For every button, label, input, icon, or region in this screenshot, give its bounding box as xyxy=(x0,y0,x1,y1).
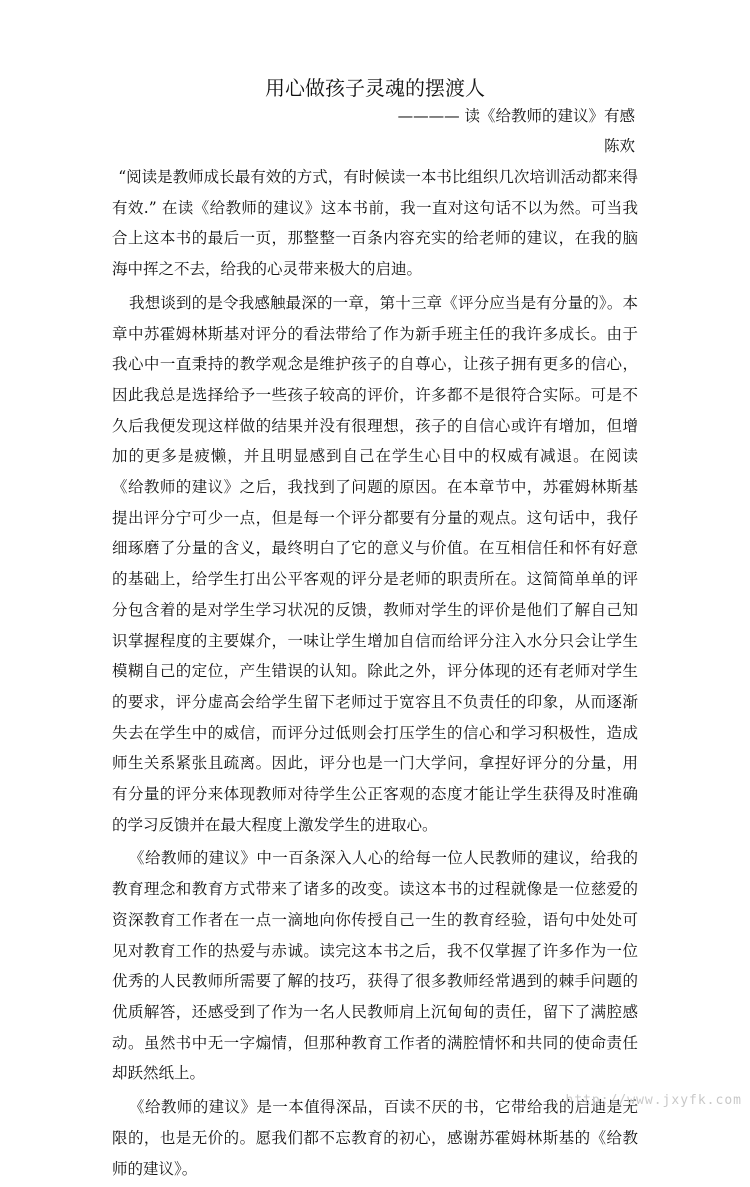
paragraph-3: 《给教师的建议》中一百条深入人心的给每一位人民教师的建议，给我的教育理念和教育方式带来了诸多的改变。读这本书的过程就像是一位慈爱的资深教育工作者在一点一滴地向你传授自己一生的教育经验，语句中处处可见对教育工作的热爱与赤诚。读完这本书之后，我不仅掌握了许多作为一位优秀的人民教师所需要了解的技巧，获得了很多教师经常遇到的棘手问题的优质解答，还感受到了作为一名人民教师肩上沉甸甸的责任，留下了满腔感动。虽然书中无一字煽情，但那种教育工作者的满腔情怀和共同的使命责任却跃然纸上。 xyxy=(112,849,638,1083)
site-watermark: http://www.jxyfk.com xyxy=(565,1093,742,1108)
paragraph-4: 《给教师的建议》是一本值得深品，百读不厌的书，它带给我的启迪是无限的，也是无价的。愿我们都不忘教育的初心，感谢苏霍姆林斯基的《给教师的建议》。 xyxy=(112,1098,638,1178)
paragraph-1: “阅读是教师成长最有效的方式，有时候读一本书比组织几次培训活动都来得有效.” 在读《给教师的建议》这本书前，我一直对这句话不以为然。可当我合上这本书的最后一页，那整整一百条内容充实的给老师的建议，在我的脑海中挥之不去，给我的心灵带来极大的启迪。 xyxy=(112,168,638,279)
document-title: 用心做孩子灵魂的摆渡人 xyxy=(265,76,485,100)
author-name: 陈欢 xyxy=(603,137,635,155)
paragraph-2: 我想谈到的是令我感触最深的一章，第十三章《评分应当是有分量的》。本章中苏霍姆林斯基对评分的看法带给了作为新手班主任的我许多成长。由于我心中一直秉持的教学观念是维护孩子的自尊心，让孩子拥有更多的信心，因此我总是选择给予一些孩子较高的评价，许多都不是很符合实际。可是不久后我便发现这样做的结果并没有很理想，孩子的自信心或许有增加，但增加的更多是疲懒，并且明显感到自己在学生心目中的权威有减退。在阅读《给教师的建议》之后，我找到了问题的原因。在本章节中，苏霍姆林斯基提出评分宁可少一点，但是每一个评分都要有分量的观点。这句话中，我仔细琢磨了分量的含义，最终明白了它的意义与价值。在互相信任和怀有好意的基础上，给学生打出公平客观的评分是老师的职责所在。这简简单单的评分包含着的是对学生学习状况的反馈，教师对学生的评价是他们了解自己知识掌握程度的主要媒介，一味让学生增加自信而给评分注入水分只会让学生模糊自己的定位，产生错误的认知。除此之外，评分体现的还有老师对学生的要求，评分虚高会给学生留下老师过于宽容且不负责任的印象，从而逐渐失去在学生中的威信，而评分过低则会打压学生的信心和学习积极性，造成师生关系紧张且疏离。因此，评分也是一门大学问，拿捏好评分的分量，用有分量的评分来体现教师对待学生公正客观的态度才能让学生获得及时准确的学习反馈并在最大程度上激发学生的进取心。 xyxy=(112,293,638,834)
document-subtitle: ———— 读《给教师的建议》有感 xyxy=(397,107,635,125)
document-body xyxy=(112,162,638,1187)
